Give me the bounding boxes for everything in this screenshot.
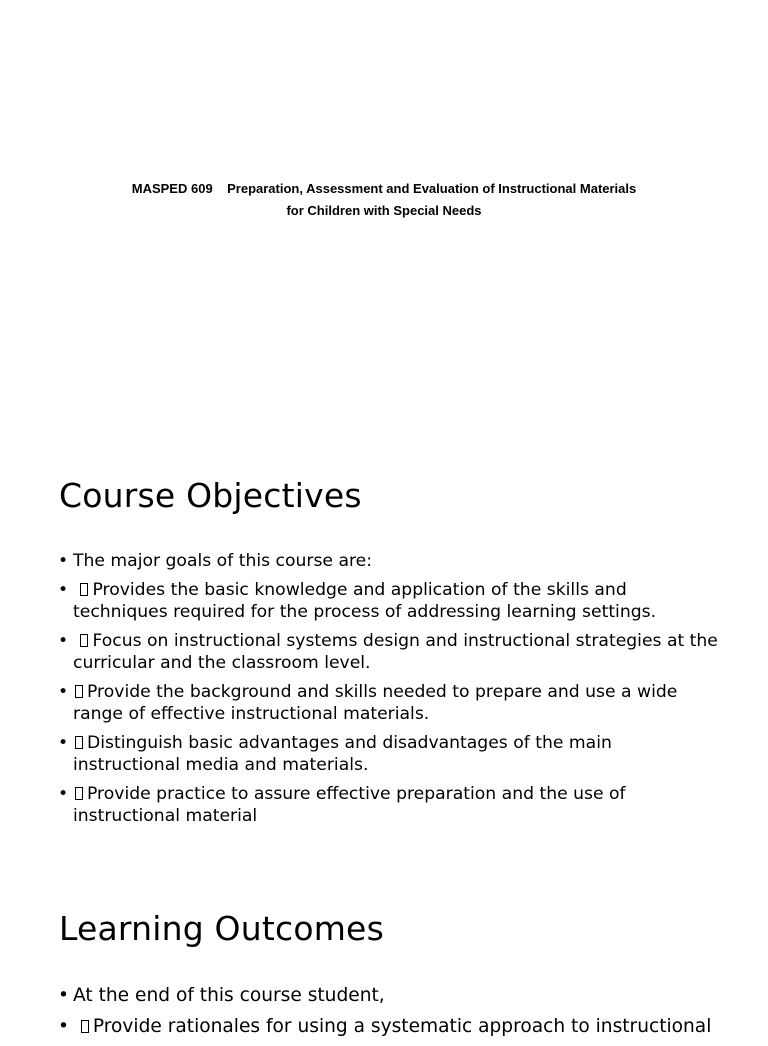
list-item	[58, 630, 718, 674]
missing-glyph-icon	[75, 787, 83, 800]
missing-glyph-icon	[75, 736, 83, 749]
course-objectives-list	[58, 550, 718, 834]
list-item-text: At the end of this course student,	[73, 985, 385, 1006]
list-item	[58, 732, 718, 776]
list-item	[58, 984, 718, 1008]
course-subtitle: for Children with Special Needs	[286, 203, 482, 218]
list-item	[58, 681, 718, 725]
section-title-course-objectives: Course Objectives	[59, 476, 362, 515]
list-item	[58, 579, 718, 623]
list-item-text: Provide practice to assure effective preparation and the use of instructional material	[73, 784, 626, 826]
list-item	[58, 1015, 718, 1039]
missing-glyph-icon	[80, 634, 88, 647]
missing-glyph-icon	[80, 583, 88, 596]
list-item-text: The major goals of this course are:	[73, 551, 373, 571]
list-item-text: Provides the basic knowledge and application of the skills and techniques required for the process of addressing learning settings.	[73, 580, 657, 622]
section-title-learning-outcomes: Learning Outcomes	[59, 909, 384, 948]
list-item-text: Provide rationales for using a systematic approach to instructional	[92, 1016, 712, 1037]
list-item-text: Distinguish basic advantages and disadvantages of the main instructional media and materials.	[73, 733, 612, 775]
course-code-title: MASPED 609 Preparation, Assessment and Evaluation of Instructional Materials	[131, 181, 637, 196]
list-item-text: Provide the background and skills needed to prepare and use a wide range of effective instructional materials.	[73, 682, 678, 724]
list-item	[58, 550, 718, 572]
course-header	[0, 178, 768, 222]
missing-glyph-icon	[81, 1020, 89, 1033]
learning-outcomes-list	[58, 984, 718, 1046]
list-item	[58, 783, 718, 827]
list-item-text: Focus on instructional systems design and instructional strategies at the curricular and the classroom level.	[73, 631, 718, 673]
missing-glyph-icon	[75, 685, 83, 698]
